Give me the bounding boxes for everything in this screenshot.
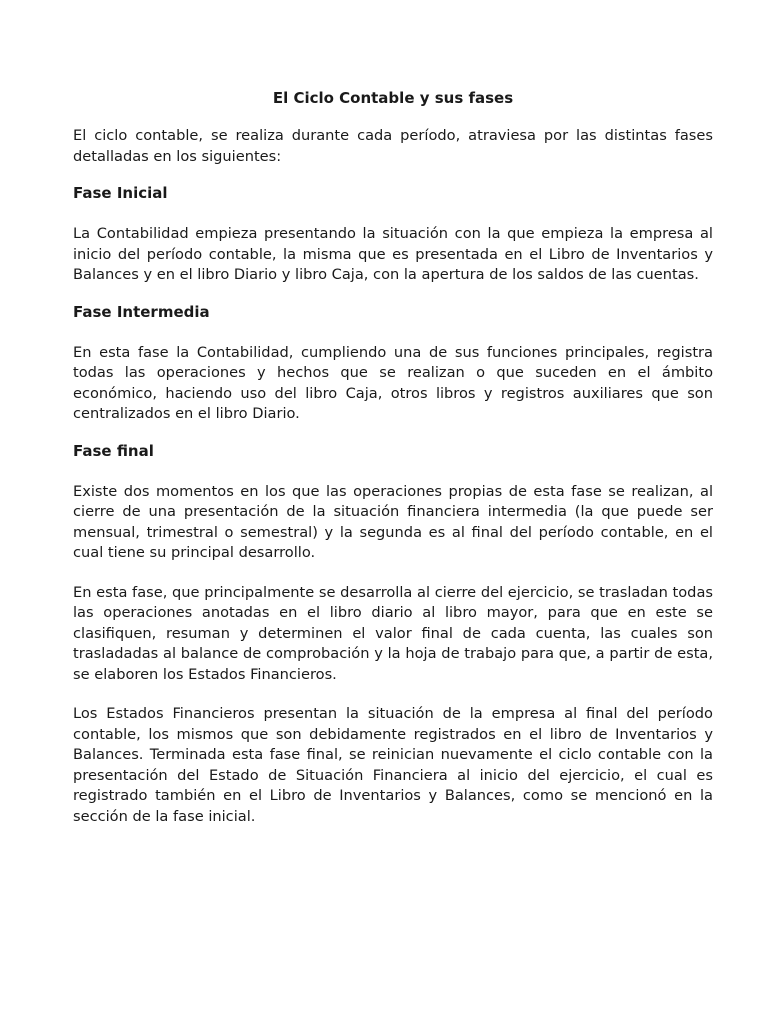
paragraph-fase-final-1: Existe dos momentos en los que las operaciones propias de esta fase se realizan, al cierre de una presentación de la situación financiera intermedia (la que puede ser mensual, trimestral o semestral) y la segunda es al final del período contable, en el cual tiene su principal desarrollo. [73, 482, 713, 561]
paragraph-fase-final-2: En esta fase, que principalmente se desarrolla al cierre del ejercicio, se trasladan todas las operaciones anotadas en el libro diario al libro mayor, para que en este se clasifiquen, resuman y determinen el valor final de cada cuenta, las cuales son trasladadas al balance de comprobación y la hoja de trabajo para que, a partir de esta, se elaboren los Estados Financieros. [73, 583, 713, 683]
section-heading-fase-final: Fase final [73, 441, 154, 460]
section-heading-fase-inicial: Fase Inicial [73, 184, 168, 202]
paragraph-fase-intermedia: En esta fase la Contabilidad, cumpliendo una de sus funciones principales, registra todas las operaciones y hechos que se realizan o que suceden en el ámbito económico, haciendo uso del libro Caja, otros libros y registros auxiliares que son centralizados en el libro Diario. [73, 343, 713, 422]
document-title: El Ciclo Contable y sus fases [272, 89, 514, 107]
section-heading-fase-intermedia: Fase Intermedia [73, 302, 210, 321]
document-page [73, 88, 713, 846]
intro-paragraph: El ciclo contable, se realiza durante cada período, atraviesa por las distintas fases detalladas en los siguientes: [73, 127, 713, 165]
paragraph-fase-final-3: Los Estados Financieros presentan la situación de la empresa al final del período contable, los mismos que son debidamente registrados en el libro de Inventarios y Balances. Terminada esta fase final, se reinician nuevamente el ciclo contable con la presentación del Estado de Situación Financiera al inicio del ejercicio, el cual es registrado también en el Libro de Inventarios y Balances, como se mencionó en la sección de la fase inicial. [73, 705, 713, 825]
paragraph-fase-inicial: La Contabilidad empieza presentando la situación con la que empieza la empresa al inicio del período contable, la misma que es presentada en el Libro de Inventarios y Balances y en el libro Diario y libro Caja, con la apertura de los saldos de las cuentas. [73, 225, 713, 283]
